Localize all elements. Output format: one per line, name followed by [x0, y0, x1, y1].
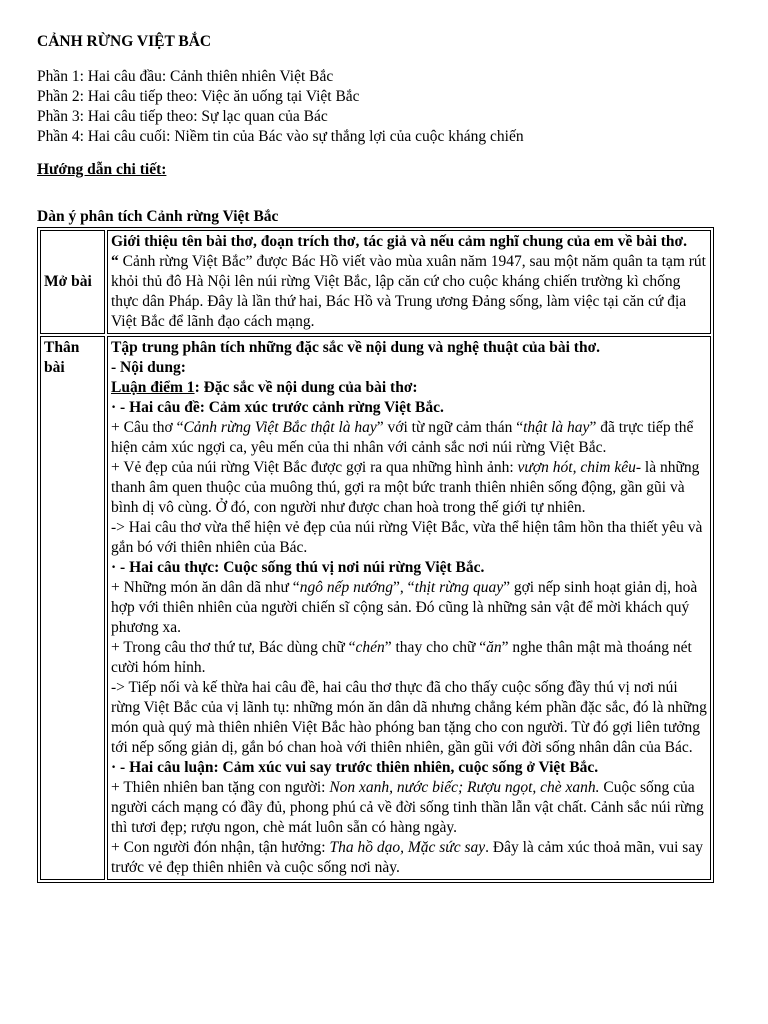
text-run: + Trong câu thơ thứ tư, Bác dùng chữ “: [111, 639, 356, 656]
section-heading-cau-de: · - Hai câu đề: Cảm xúc trước cảnh rừng Việt Bắc.: [111, 399, 444, 416]
text-run: + Thiên nhiên ban tặng con người:: [111, 779, 330, 796]
italic-run: ăn: [486, 639, 502, 656]
text-run: + Những món ăn dân dã như “: [111, 579, 300, 596]
mo-bai-content: [107, 230, 711, 334]
italic-run: Non xanh, nước biếc; Rượu ngọt, chè xanh.: [329, 779, 600, 796]
part-item: Phần 3: Hai câu tiếp theo: Sự lạc quan của Bác: [37, 108, 328, 125]
mo-bai-text: Cảnh rừng Việt Bắc” được Bác Hồ viết vào mùa xuân năm 1947, sau một năm quân ta tạm rút khỏi thủ đô Hà Nội lên núi rừng Việt Bắc, lập căn cứ cho cuộc kháng chiến trường kì chống thực dân Pháp. Đây là lần thứ hai, Bác Hồ và Trung ương Đảng sống, làm việc tại căn cứ địa Việt Bắc để lãnh đạo cách mạng.: [111, 253, 706, 330]
italic-run: thật là hay: [523, 419, 590, 436]
italic-run: vượn hót, chim kêu: [517, 459, 636, 476]
text-run: ” thay cho chữ “: [384, 639, 487, 656]
guide-heading: Hướng dẫn chi tiết:: [37, 161, 167, 178]
italic-run: chén: [355, 639, 385, 656]
part-item: Phần 1: Hai câu đầu: Cảnh thiên nhiên Việt Bắc: [37, 68, 334, 85]
italic-run: thịt rừng quay: [414, 579, 504, 596]
table-row-mo-bai: [40, 230, 711, 334]
text-run: Cuộc sống của người cách mạng có đầy đủ, phong phú cả về đời sống tinh thần lẫn vật chất. Cảnh sắc núi rừng thì tươi đẹp; rượu ngon, chè mát luôn sẵn có hàng ngày.: [111, 779, 704, 836]
text-run: ” với từ ngữ cảm thán “: [376, 419, 524, 436]
section-heading-cau-luan: · - Hai câu luận: Cảm xúc vui say trước thiên nhiên, cuộc sống ở Việt Bắc.: [111, 759, 599, 776]
paragraph: [111, 638, 708, 678]
part-item: Phần 4: Hai câu cuối: Niềm tin của Bác vào sự thắng lợi của cuộc kháng chiến: [37, 128, 524, 145]
paragraph: [111, 578, 708, 638]
part-item: Phần 2: Hai câu tiếp theo: Việc ăn uống tại Việt Bắc: [37, 88, 360, 105]
text-run: - là những thanh âm quen thuộc của muông thú, gợi ra một bức tranh thiên nhiên sống động, gần gũi và bình dị vô cùng. Ở đó, con người như được chan hoà trong thế giới tự nhiên.: [111, 459, 700, 516]
mo-bai-body: [111, 252, 708, 332]
text-run: ” gợi nếp sinh hoạt giản dị, hoà hợp với thiên nhiên của người chiến sĩ cộng sản. Đó cũng là những sản vật để mời khách quý phương xa.: [111, 579, 698, 636]
document-page: [37, 32, 717, 883]
italic-run: Cảnh rừng Việt Bắc thật là hay: [183, 419, 377, 436]
paragraph: -> Hai câu thơ vừa thể hiện vẻ đẹp của núi rừng Việt Bắc, vừa thể hiện tâm hồn tha thiết yêu và gắn bó với thiên nhiên của Bác.: [111, 519, 703, 556]
text-run: ”, “: [393, 579, 415, 596]
paragraph: [111, 838, 708, 878]
mo-bai-heading: Giới thiệu tên bài thơ, đoạn trích thơ, tác giả và nếu cảm nghĩ chung của em về bài thơ.: [111, 233, 688, 250]
text-run: + Con người đón nhận, tận hưởng:: [111, 839, 330, 856]
parts-list: [37, 67, 717, 147]
paragraph: [111, 418, 708, 458]
luan-diem-text: : Đặc sắc về nội dung của bài thơ:: [194, 379, 418, 396]
text-run: . Đây là cảm xúc thoả mãn, vui say trước vẻ đẹp thiên nhiên và cuộc sống nơi này.: [111, 839, 703, 876]
than-bai-heading: Tập trung phân tích những đặc sắc về nội dung và nghệ thuật của bài thơ.: [111, 339, 601, 356]
italic-run: ngô nếp nướng: [299, 579, 394, 596]
section-heading-cau-thuc: · - Hai câu thực: Cuộc sống thú vị nơi núi rừng Việt Bắc.: [111, 559, 485, 576]
luan-diem-label: Luận điểm 1: [111, 379, 195, 396]
paragraph: [111, 458, 708, 518]
than-bai-label: Thân bài: [40, 336, 105, 880]
text-run: ” nghe thân mật mà thoáng nét cười hóm hỉnh.: [111, 639, 692, 676]
quote-mark: “: [111, 253, 119, 270]
text-run: ” đã trực tiếp thể hiện cảm xúc ngợi ca, yêu mến của thi nhân với cảnh sắc nơi núi rừng Việt Bắc.: [111, 419, 694, 456]
document-title: CẢNH RỪNG VIỆT BẮC: [37, 33, 212, 50]
outline-title: Dàn ý phân tích Cảnh rừng Việt Bắc: [37, 208, 279, 225]
text-run: + Vẻ đẹp của núi rừng Việt Bắc được gợi ra qua những hình ảnh:: [111, 459, 518, 476]
outline-table: [37, 227, 714, 883]
italic-run: Tha hồ dạo, Mặc sức say: [329, 839, 486, 856]
text-run: + Câu thơ “: [111, 419, 184, 436]
paragraph: [111, 778, 708, 838]
paragraph: -> Tiếp nối và kế thừa hai câu đề, hai câu thơ thực đã cho thấy cuộc sống đầy thú vị nơi núi rừng Việt Bắc của vị lãnh tụ: những món ăn dân dã nhưng chẳng kém phần đặc sắc, đó là những món quà quý mà thiên nhiên Việt Bắc hào phóng ban tặng cho con người. Từ đó gợi liên tưởng tới nếp sống giản dị, gắn bó chan hoà với thiên nhiên, gần gũi với đời sống nhân dân của Bác.: [111, 679, 707, 756]
noi-dung-label: - Nội dung:: [111, 359, 186, 376]
table-row-than-bai: [40, 336, 711, 880]
than-bai-content: [107, 336, 711, 880]
luan-diem-1: [111, 378, 708, 398]
mo-bai-label: Mở bài: [40, 230, 105, 334]
